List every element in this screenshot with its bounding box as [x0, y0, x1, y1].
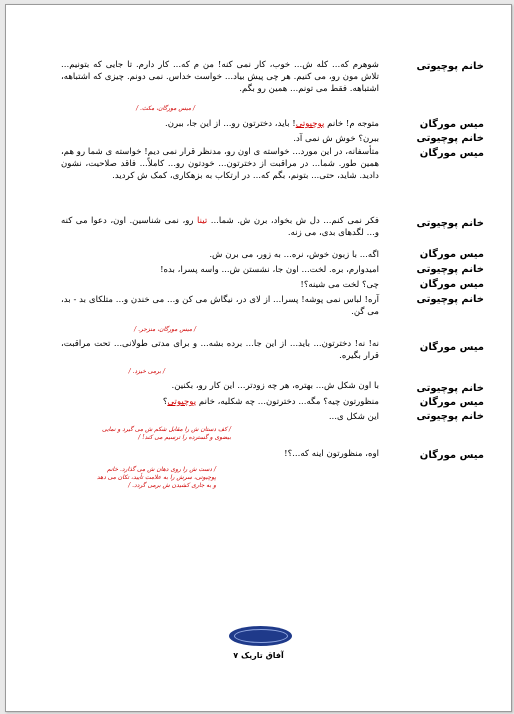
dialogue-text: آره! لباس نمی پوشه! پسرا... از لای در، نیگاش می کن و... می خندن و... متلکای بد - بد، می گن.: [61, 295, 379, 317]
dialogue-text: متوجه م! خانم پوچیوتی! باید، دخترتون رو... از این جا، ببرن.: [164, 119, 379, 129]
stage-direction: / میس مورگان، مکث. /: [136, 105, 195, 112]
publisher-logo: [229, 626, 292, 646]
speaker-name: خانم پوچیوتی: [416, 218, 484, 229]
highlighted-name: تینا: [197, 216, 208, 226]
speaker-name: خانم پوچیوتی: [416, 294, 484, 305]
stage-direction: / کف دستان ش را مقابل شکم ش می گیرد و نمایی بیضوی و گسترده را ترسیم می کند! /: [101, 426, 231, 441]
dialogue-block: [61, 59, 484, 99]
dialogue-block: [84, 118, 484, 131]
dialogue-block: [84, 264, 484, 277]
speaker-name: خانم پوچیوتی: [416, 383, 484, 394]
document-page: [5, 4, 512, 712]
dialogue-block: [61, 215, 484, 241]
speaker-name: میس مورگان: [419, 279, 484, 290]
speaker-name: میس مورگان: [419, 148, 484, 159]
speaker-name: خانم پوچیوتی: [416, 264, 484, 275]
stage-direction: / برمی خیزد. /: [128, 368, 165, 375]
dialogue-text: چی؟ لخت می شینه؟!: [300, 280, 379, 290]
page-footer: آفاق تاریک ۷: [233, 651, 284, 660]
dialogue-text: فکر نمی کنم... دل ش بخواد، برن ش. شما... تینا رو، نمی شناسین. اون، دعوا می کنه و... لگدهای بدی، می زنه.: [61, 216, 379, 238]
dialogue-block: [84, 411, 484, 424]
dialogue-block: [84, 396, 484, 409]
dialogue-block: [84, 448, 484, 461]
dialogue-text: ببرن؟ خوش ش نمی آد.: [293, 134, 379, 144]
stage-direction: / میس مورگان، منزجر. /: [134, 326, 196, 333]
dialogue-text: شوهرم که... کله ش... خوب، کار نمی کنه! من م که... کار دارم. تا جایی که بتونیم... تلاش مون رو، می کنیم. هر چی پیش بیاد... خواست خداس. نمی دونم. چیزی که اشتباهه، اشتباهه. فقط می تونم... همین رو بگم.: [61, 60, 379, 94]
dialogue-block: [84, 249, 484, 262]
speaker-name: میس مورگان: [419, 397, 484, 408]
dialogue-text: منظورتون چیه؟ مگه... دخترتون... چه شکلیه، خانم پوچیوتی؟: [162, 397, 379, 407]
dialogue-text: اگه... با زبون خوش، نره... به زور، می برن ش.: [209, 250, 379, 260]
highlighted-name: پوچیوتی: [167, 397, 197, 407]
dialogue-text: امیدوارم، بره. لخت... اون جا، نشستن ش... واسه پسرا، بده!: [160, 265, 379, 275]
dialogue-block: [61, 338, 484, 364]
speaker-name: میس مورگان: [419, 119, 484, 130]
dialogue-block: [84, 133, 484, 146]
dialogue-block: [61, 294, 484, 320]
speaker-name: خانم پوچیوتی: [416, 133, 484, 144]
highlighted-name: پوچیوتی: [295, 119, 325, 129]
dialogue-text: با اون شکل ش... بهتره، هر چه زودتر... این کار رو، بکنین.: [171, 381, 379, 391]
dialogue-text: اوه، منظورتون اینه که...؟!: [284, 449, 379, 459]
speaker-name: خانم پوچیوتی: [416, 411, 484, 422]
speaker-name: میس مورگان: [419, 342, 484, 353]
speaker-name: خانم پوچیوتی: [416, 61, 484, 72]
stage-direction: / دست ش را روی دهان ش می گذارد. خانم پوچیوتی، سرش را به علامت تأیید، تکان می دهد و به جاری کشیدن ش برمی گردد. /: [96, 466, 216, 489]
dialogue-text: نه! نه! دخترتون... باید... از این جا... برده بشه... و برای مدتی طولانی... تحت مراقبت، قرار بگیره.: [61, 339, 379, 361]
dialogue-text: این شکل ی...: [328, 412, 379, 422]
dialogue-block: [84, 380, 484, 393]
dialogue-block: [61, 146, 484, 210]
speaker-name: میس مورگان: [419, 249, 484, 260]
dialogue-text: متأسفانه، در این مورد... خواسته ی اون رو، مدنظر قرار نمی دیم! خواسته ی شما رو هم، همین طور. شما... در مراقبت از دخترتون... خودتون رو... کاملاً... فاقد صلاحیت، نشون دادید. شاید، حتی... بتونم، بگم که... در ارتکاب به بزهکاری، کمک ش کردید.: [61, 147, 379, 181]
speaker-name: میس مورگان: [419, 450, 484, 461]
dialogue-block: [84, 279, 484, 292]
